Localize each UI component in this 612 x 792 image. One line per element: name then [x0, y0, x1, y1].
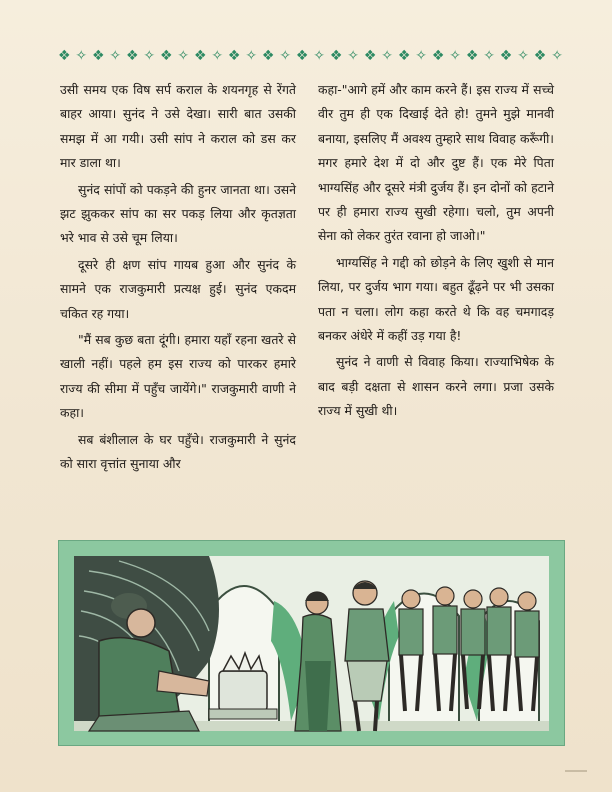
- ornament-icon: ✧: [517, 48, 529, 64]
- ornament-icon: ✧: [109, 48, 122, 64]
- paragraph: दूसरे ही क्षण सांप गायब हुआ और सुनंद के सामने एक राजकुमारी प्रत्यक्ष हुई। सुनंद एकदम चकित रह गया।: [60, 256, 296, 321]
- ornament-icon: ❖: [295, 48, 309, 64]
- ornament-icon: ❖: [533, 48, 547, 64]
- ornament-icon: ✧: [381, 48, 393, 64]
- ornament-icon: ❖: [91, 48, 105, 64]
- illustration-art: [59, 541, 564, 745]
- ornament-icon: ✧: [143, 48, 156, 64]
- ornament-icon: ✧: [279, 48, 292, 64]
- page-edge-mark: [565, 770, 587, 772]
- ornament-icon: ✧: [313, 48, 326, 64]
- paragraph: सुनंद ने वाणी से विवाह किया। राज्याभिषेक के बाद बड़ी दक्षता से शासन करने लगा। प्रजा उसके राज्य में सुखी थी।: [318, 354, 554, 419]
- ornament-icon: ❖: [499, 48, 513, 64]
- ornament-icon: ❖: [363, 48, 377, 64]
- ornament-icon: ❖: [431, 48, 445, 64]
- ornament-icon: ✧: [347, 48, 360, 64]
- ornament-icon: ✧: [211, 48, 224, 64]
- ornament-icon: ❖: [329, 48, 343, 64]
- ornament-icon: ❖: [125, 48, 139, 64]
- ornament-icon: ❖: [465, 48, 479, 64]
- ornament-icon: ✧: [245, 48, 258, 64]
- story-illustration: [58, 540, 565, 746]
- ornament-icon: ❖: [58, 48, 71, 64]
- paragraph: कहा-"आगे हमें और काम करने हैं। इस राज्य में सच्चे वीर तुम ही एक दिखाई देते हो! तुमने मुझे मानवी बनाया, इसलिए मैं अवश्य तुम्हारे साथ विवाह करूँगी। मगर हमारे देश में दो और दुष्ट हैं। एक मेरे पिता भाग्यसिंह और दूसरे मंत्री दुर्जय हैं। इन दोनों को हटाने पर ही हमारा राज्य सुखी रहेगा। चलो, तुम अपनी सेना को लेकर तुरंत रवाना हो जाओ।": [318, 82, 554, 244]
- ornament-icon: ❖: [261, 48, 275, 64]
- ornament-icon: ✧: [75, 48, 88, 64]
- paragraph: सुनंद सांपों को पकड़ने की हुनर जानता था। उसने झट झुककर सांप का सर पकड़ लिया और कृतज्ञता भरे भाव से उसे चूम लिया।: [60, 181, 296, 246]
- ornament-icon: ✧: [551, 48, 563, 64]
- text-column-right: [318, 78, 554, 426]
- ornament-icon: ✧: [483, 48, 495, 64]
- paragraph: सब बंशीलाल के घर पहुँचे। राजकुमारी ने सुनंद को सारा वृत्तांत सुनाया और: [60, 431, 296, 472]
- paragraph: "मैं सब कुछ बता दूंगी। हमारा यहाँ रहना खतरे से खाली नहीं। पहले हम इस राज्य को पारकर हमारे राज्य की सीमा में पहुँच जायेंगे।" राजकुमारी वाणी ने कहा।: [60, 332, 296, 421]
- ornament-icon: ✧: [415, 48, 427, 64]
- ornamental-border-band: [58, 46, 563, 66]
- paragraph: भाग्यसिंह ने गद्दी को छोड़ने के लिए खुशी से मान लिया, पर दुर्जय भाग गया। बहुत ढूँढ़ने पर भी उसका पता न चला। लोग कहा करते थे कि वह चमगादड़ बनकर अंधेरे में कहीं उड़ गया है!: [318, 254, 554, 344]
- ornament-icon: ✧: [449, 48, 461, 64]
- ornament-icon: ❖: [227, 48, 241, 64]
- text-column-left: [60, 78, 296, 479]
- ornament-icon: ❖: [193, 48, 207, 64]
- ornament-icon: ❖: [397, 48, 411, 64]
- paragraph: उसी समय एक विष सर्प कराल के शयनगृह से रेंगते बाहर आया। सुनंद ने उसे देखा। सारी बात उसकी समझ में आ गयी। उसी सांप ने कराल को डस कर मार डाला था।: [60, 82, 296, 171]
- ornament-icon: ✧: [177, 48, 190, 64]
- ornament-icon: ❖: [159, 48, 173, 64]
